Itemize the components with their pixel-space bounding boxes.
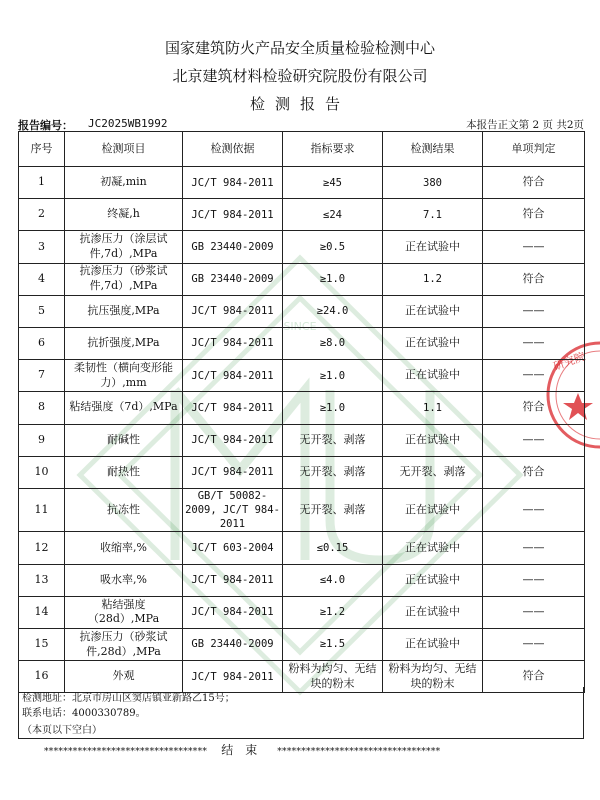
cell-basis: JC/T 984-2011 (183, 360, 283, 392)
col-header-item: 检测项目 (65, 132, 183, 167)
table-row (19, 456, 585, 488)
cell-verdict: —— (483, 327, 585, 359)
cell-result: 粉料为均匀、无结块的粉末 (383, 661, 483, 693)
contact-phone: 联系电话：4000330789。 (22, 708, 146, 719)
cell-verdict: 符合 (483, 392, 585, 424)
cell-requirement: ≥0.5 (283, 231, 383, 263)
cell-requirement: 无开裂、剥落 (283, 488, 383, 532)
end-line (44, 741, 564, 758)
cell-result: 1.2 (383, 263, 483, 295)
cell-verdict: —— (483, 596, 585, 628)
cell-requirement: ≤0.15 (283, 532, 383, 564)
cell-item: 初凝,min (65, 167, 183, 199)
cell-basis: JC/T 984-2011 (183, 661, 283, 693)
table-header-row (19, 132, 585, 167)
cell-verdict: 符合 (483, 661, 585, 693)
cell-result: 正在试验中 (383, 360, 483, 392)
cell-no: 1 (19, 167, 65, 199)
cell-basis: GB 23440-2009 (183, 628, 283, 660)
cell-verdict: —— (483, 564, 585, 596)
cell-requirement: ≥8.0 (283, 327, 383, 359)
cell-basis: JC/T 984-2011 (183, 392, 283, 424)
test-results-table (18, 131, 588, 693)
cell-result: 正在试验中 (383, 231, 483, 263)
cell-result: 正在试验中 (383, 327, 483, 359)
table-row (19, 564, 585, 596)
cell-item: 柔韧性（横向变形能力）,mm (65, 360, 183, 392)
cell-item: 耐碱性 (65, 424, 183, 456)
cell-item: 终凝,h (65, 199, 183, 231)
cell-basis: JC/T 603-2004 (183, 532, 283, 564)
cell-result: 正在试验中 (383, 564, 483, 596)
table-row (19, 532, 585, 564)
cell-requirement: ≥24.0 (283, 295, 383, 327)
cell-requirement: 无开裂、剥落 (283, 456, 383, 488)
table-row (19, 424, 585, 456)
cell-requirement: 粉料为均匀、无结块的粉末 (283, 661, 383, 693)
col-header-result: 检测结果 (383, 132, 483, 167)
cell-basis: JC/T 984-2011 (183, 295, 283, 327)
cell-verdict: 符合 (483, 456, 585, 488)
cell-no: 15 (19, 628, 65, 660)
cell-no: 14 (19, 596, 65, 628)
table-row (19, 392, 585, 424)
cell-basis: GB/T 50082-2009, JC/T 984-2011 (183, 488, 283, 532)
table-row (19, 327, 585, 359)
cell-requirement: ≥45 (283, 167, 383, 199)
page-info: 本报告正文第 2 页 共2页 (466, 119, 584, 131)
cell-verdict: —— (483, 488, 585, 532)
cell-no: 16 (19, 661, 65, 693)
cell-requirement: ≥1.0 (283, 392, 383, 424)
cell-requirement: ≤24 (283, 199, 383, 231)
cell-item: 抗渗压力（砂浆试件,28d）,MPa (65, 628, 183, 660)
cell-result: 正在试验中 (383, 488, 483, 532)
company-title: 北京建筑材料检验研究院股份有限公司 (172, 67, 428, 85)
table-row (19, 360, 585, 392)
table-row (19, 295, 585, 327)
cell-requirement: ≥1.5 (283, 628, 383, 660)
cell-no: 6 (19, 327, 65, 359)
cell-result: 正在试验中 (383, 424, 483, 456)
table-row (19, 488, 585, 532)
cell-no: 11 (19, 488, 65, 532)
table-row (19, 199, 585, 231)
cell-item: 抗渗压力（砂浆试件,7d）,MPa (65, 263, 183, 295)
cell-item: 粘结强度（28d）,MPa (65, 596, 183, 628)
watermark-text: SINCE (283, 320, 317, 333)
cell-item: 耐热性 (65, 456, 183, 488)
cell-verdict: 符合 (483, 263, 585, 295)
cell-item: 抗冻性 (65, 488, 183, 532)
cell-item: 粘结强度（7d）,MPa (65, 392, 183, 424)
col-header-no: 序号 (19, 132, 65, 167)
cell-result: 正在试验中 (383, 532, 483, 564)
report-title: 检测报告 (249, 95, 350, 113)
svg-text:研究院: 研究院 (551, 349, 588, 374)
cell-basis: JC/T 984-2011 (183, 327, 283, 359)
cell-no: 3 (19, 231, 65, 263)
end-stars-right: ********************************** (277, 747, 441, 757)
cell-result: 正在试验中 (383, 596, 483, 628)
cell-no: 12 (19, 532, 65, 564)
report-number-label: 报告编号： (18, 119, 73, 132)
cell-basis: JC/T 984-2011 (183, 456, 283, 488)
cell-item: 外观 (65, 661, 183, 693)
institute-title: 国家建筑防火产品安全质量检验检测中心 (164, 39, 435, 57)
cell-verdict: 符合 (483, 199, 585, 231)
cell-basis: JC/T 984-2011 (183, 199, 283, 231)
blank-note: （本页以下空白） (22, 725, 102, 736)
cell-no: 7 (19, 360, 65, 392)
end-stars-left: ********************************** (44, 747, 208, 757)
table-row (19, 231, 585, 263)
cell-basis: JC/T 984-2011 (183, 596, 283, 628)
cell-no: 2 (19, 199, 65, 231)
cell-requirement: ≥1.0 (283, 263, 383, 295)
cell-basis: GB 23440-2009 (183, 231, 283, 263)
table-row (19, 596, 585, 628)
cell-result: 无开裂、剥落 (383, 456, 483, 488)
table-row (19, 167, 585, 199)
cell-basis: JC/T 984-2011 (183, 167, 283, 199)
cell-verdict: —— (483, 532, 585, 564)
cell-requirement: 无开裂、剥落 (283, 424, 383, 456)
cell-requirement: ≤4.0 (283, 564, 383, 596)
cell-no: 8 (19, 392, 65, 424)
cell-item: 抗压强度,MPa (65, 295, 183, 327)
test-address: 检测地址：北京市房山区窦店镇亚新路乙15号； (22, 693, 235, 704)
cell-basis: JC/T 984-2011 (183, 424, 283, 456)
report-info-line (18, 117, 584, 132)
cell-item: 收缩率,% (65, 532, 183, 564)
end-text: 结束 (221, 743, 270, 757)
cell-no: 10 (19, 456, 65, 488)
cell-item: 吸水率,% (65, 564, 183, 596)
cell-result: 1.1 (383, 392, 483, 424)
cell-verdict: —— (483, 360, 585, 392)
cell-item: 抗渗压力（涂层试件,7d）,MPa (65, 231, 183, 263)
cell-result: 正在试验中 (383, 295, 483, 327)
cell-no: 5 (19, 295, 65, 327)
table-row (19, 628, 585, 660)
cell-verdict: —— (483, 231, 585, 263)
cell-verdict: 符合 (483, 167, 585, 199)
col-header-verdict: 单项判定 (483, 132, 585, 167)
cell-no: 9 (19, 424, 65, 456)
cell-requirement: ≥1.0 (283, 360, 383, 392)
cell-verdict: —— (483, 628, 585, 660)
cell-basis: JC/T 984-2011 (183, 564, 283, 596)
report-number: JC2025WB1992 (88, 117, 168, 130)
col-header-basis: 检测依据 (183, 132, 283, 167)
cell-requirement: ≥1.2 (283, 596, 383, 628)
cell-verdict: —— (483, 424, 585, 456)
cell-result: 380 (383, 167, 483, 199)
cell-item: 抗折强度,MPa (65, 327, 183, 359)
cell-verdict: —— (483, 295, 585, 327)
report-footer-box (18, 687, 584, 739)
cell-no: 4 (19, 263, 65, 295)
cell-basis: GB 23440-2009 (183, 263, 283, 295)
col-header-requirement: 指标要求 (283, 132, 383, 167)
cell-result: 7.1 (383, 199, 483, 231)
table-row (19, 263, 585, 295)
cell-result: 正在试验中 (383, 628, 483, 660)
cell-no: 13 (19, 564, 65, 596)
